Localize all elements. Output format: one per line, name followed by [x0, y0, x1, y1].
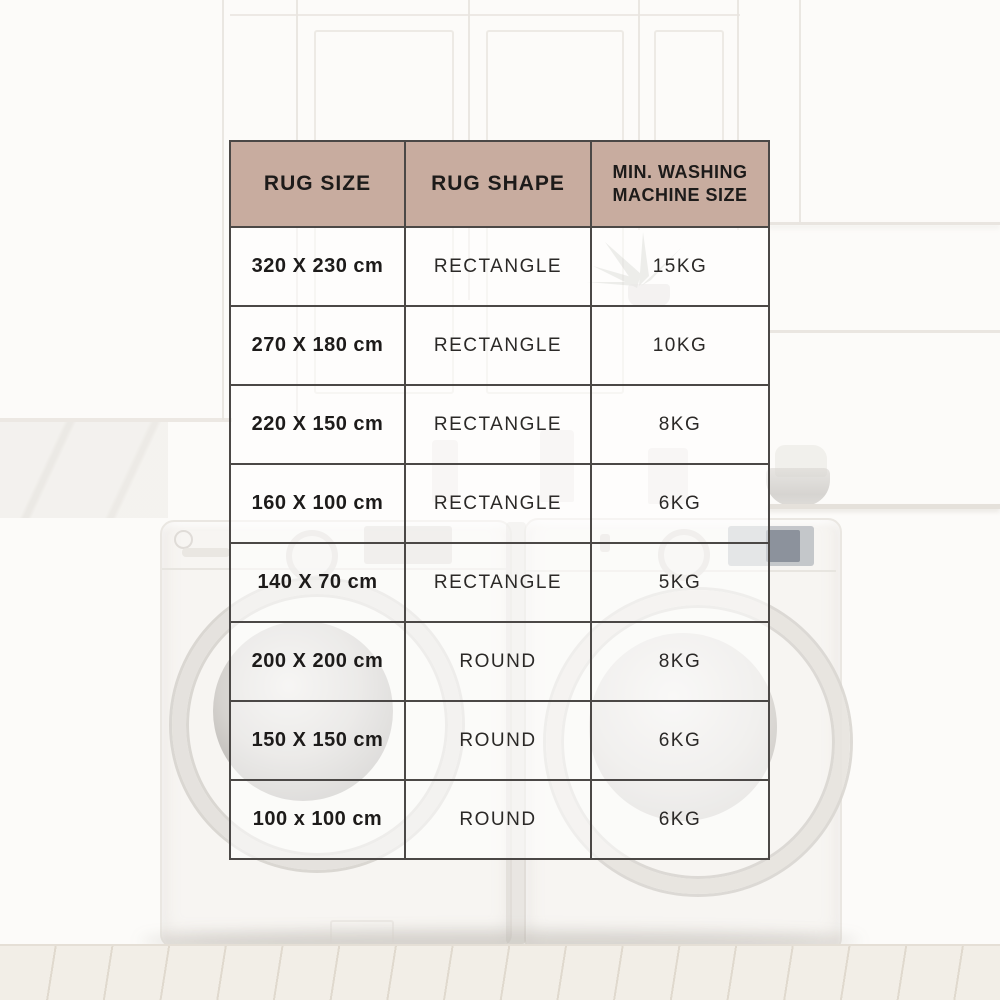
- wood-floor: [0, 944, 1000, 1000]
- table-row: [231, 779, 768, 858]
- table-header-row: [231, 142, 768, 226]
- min-washer-cell: 5KG: [590, 544, 768, 621]
- rug-size-cell: 220 X 150 cm: [231, 386, 404, 463]
- rug-shape-cell: RECTANGLE: [404, 307, 590, 384]
- rug-shape-cell: RECTANGLE: [404, 465, 590, 542]
- table-row: [231, 542, 768, 621]
- table-row: [231, 463, 768, 542]
- rug-size-cell: 150 X 150 cm: [231, 702, 404, 779]
- table-row: [231, 621, 768, 700]
- rug-size-cell: 100 x 100 cm: [231, 781, 404, 858]
- rug-shape-cell: ROUND: [404, 781, 590, 858]
- brand-logo-icon: [174, 530, 193, 549]
- min-washer-cell: 6KG: [590, 781, 768, 858]
- header-min-washing-machine-size: MIN. WASHING MACHINE SIZE: [590, 142, 768, 226]
- marble-backsplash: [0, 422, 168, 518]
- cabinet-frame-line: [230, 14, 740, 16]
- washer-display-right: [766, 530, 800, 562]
- table-row: [231, 305, 768, 384]
- rug-size-cell: 140 X 70 cm: [231, 544, 404, 621]
- header-rug-size: RUG SIZE: [231, 142, 404, 226]
- table-row: [231, 226, 768, 305]
- rug-shape-cell: RECTANGLE: [404, 544, 590, 621]
- min-washer-cell: 10KG: [590, 307, 768, 384]
- rug-size-cell: 270 X 180 cm: [231, 307, 404, 384]
- rug-size-table: [229, 140, 770, 860]
- wall-shelf: [768, 330, 1000, 333]
- min-washer-cell: 8KG: [590, 623, 768, 700]
- header-rug-shape: RUG SHAPE: [404, 142, 590, 226]
- table-row: [231, 700, 768, 779]
- table-row: [231, 384, 768, 463]
- cabinet-frame-line: [222, 0, 224, 420]
- cabinet-frame-line: [799, 0, 801, 222]
- rug-size-cell: 320 X 230 cm: [231, 228, 404, 305]
- metal-bowl: [766, 468, 830, 506]
- rug-shape-cell: ROUND: [404, 623, 590, 700]
- cabinet-bottom-edge: [768, 222, 1000, 225]
- rug-shape-cell: RECTANGLE: [404, 228, 590, 305]
- min-washer-cell: 6KG: [590, 465, 768, 542]
- counter-shelf: [768, 504, 1000, 509]
- min-washer-cell: 15KG: [590, 228, 768, 305]
- rug-shape-cell: ROUND: [404, 702, 590, 779]
- rug-shape-cell: RECTANGLE: [404, 386, 590, 463]
- rug-size-cell: 160 X 100 cm: [231, 465, 404, 542]
- detergent-drawer: [182, 548, 230, 557]
- min-washer-cell: 8KG: [590, 386, 768, 463]
- min-washer-cell: 6KG: [590, 702, 768, 779]
- rug-size-cell: 200 X 200 cm: [231, 623, 404, 700]
